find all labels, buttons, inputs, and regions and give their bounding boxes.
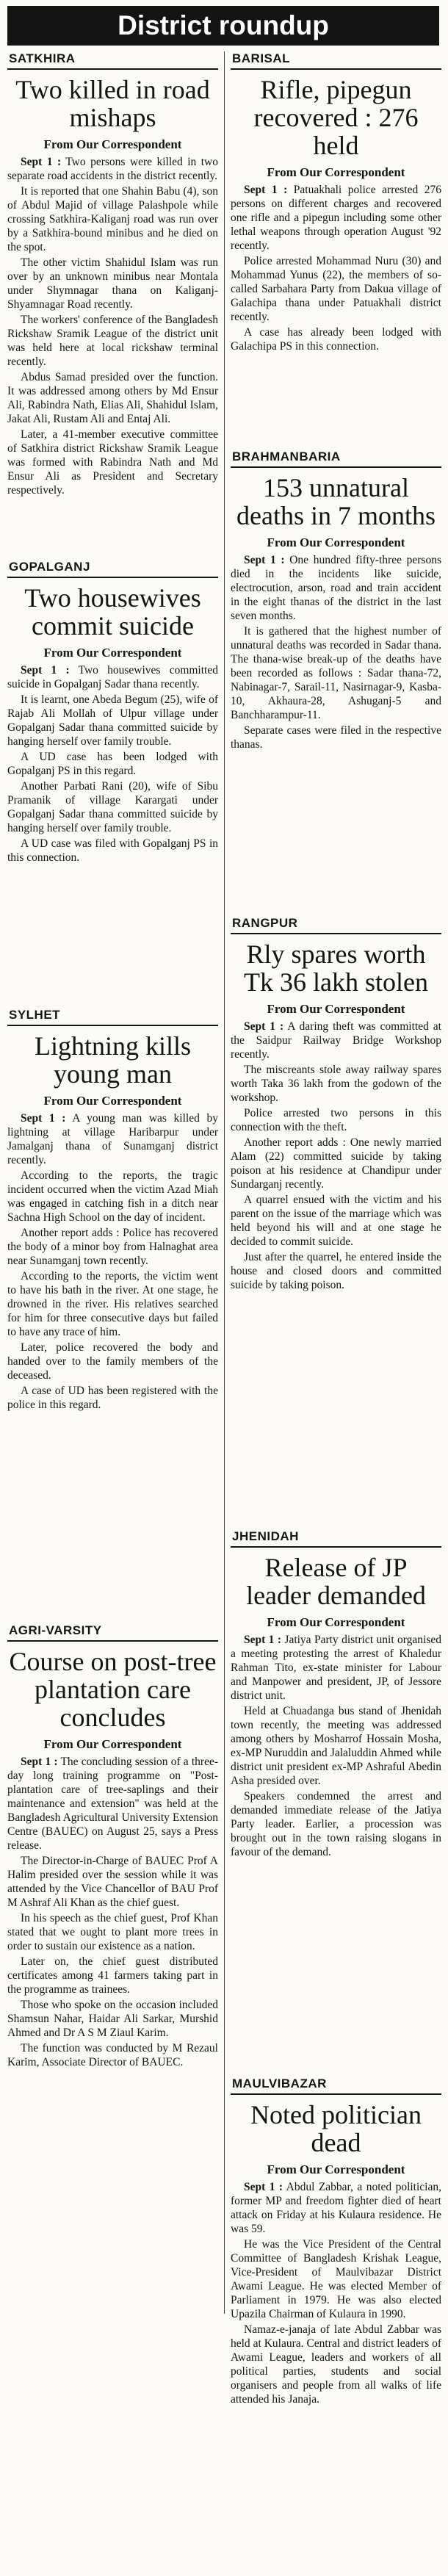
- story-body: [7, 663, 218, 865]
- story-dateline: Sept 1 :: [244, 1020, 284, 1033]
- story-body: [231, 553, 441, 751]
- story-body: [231, 183, 441, 353]
- paragraph-text: Another report adds : Police has recovered the body of a minor boy from Halnaghat area near Sunamganj town recently.: [7, 1227, 218, 1267]
- story-byline: From Our Correspondent: [267, 1615, 405, 1629]
- story-satkhira: [7, 51, 218, 560]
- story-slug: RANGPUR: [231, 916, 441, 934]
- paragraph-text: Separate cases were filed in the respective thanas.: [231, 724, 441, 751]
- left-column: [7, 51, 218, 2255]
- right-column: [231, 51, 441, 2576]
- story-paragraph: [7, 313, 218, 369]
- paragraph-text: Two housewives committed suicide in Gopalganj Sadar thana recently.: [7, 664, 218, 690]
- paragraph-text: It is gathered that the highest number of unnatural deaths was recorded in Sadar thana. The thana-wise break-up of the deaths have been recorded as follows : Sadar thana-72, Nabinagar-7, Sarail-11, Nasirnagar-9, Kasba-10, Akhaura-28, Ashuganj-5 and Banchharampur-11.: [231, 625, 441, 721]
- story-slug: MAULVIBAZAR: [231, 2077, 441, 2095]
- story-paragraph: [7, 1384, 218, 1412]
- paragraph-text: One hundred fifty-three persons died in the incidents like suicide, electrocution, arson, road and train accident in the eight thanas of the district in the last seven months.: [231, 554, 441, 622]
- story-paragraph: [7, 1341, 218, 1382]
- paragraph-text: It is learnt, one Abeda Begum (25), wife of Rajab Ali Mollah of Ulpur village under Gopalganj Sadar thana committed suicide by hanging herself over family trouble.: [7, 693, 218, 748]
- story-paragraph: [231, 2180, 441, 2236]
- story-paragraph: [231, 553, 441, 623]
- paragraph-text: According to the reports, the tragic incident occurred when the victim Azad Miah was engaged in catching fish in a ditch near Sachna High School on the day of incident.: [7, 1169, 218, 1224]
- story-body: [231, 2180, 441, 2406]
- story-byline: From Our Correspondent: [43, 137, 182, 151]
- story-jhenidah: [231, 1529, 441, 2077]
- story-byline: From Our Correspondent: [267, 1002, 405, 1016]
- story-paragraph: [231, 1136, 441, 1191]
- story-paragraph: [231, 1020, 441, 1061]
- story-paragraph: [7, 1998, 218, 2040]
- story-slug: AGRI-VARSITY: [7, 1623, 218, 1642]
- story-dateline: Sept 1 :: [244, 2181, 283, 2193]
- story-dateline: Sept 1 :: [21, 156, 62, 168]
- story-headline: Two killed in road mishaps: [15, 75, 210, 132]
- story-brahmanbaria: [231, 450, 441, 916]
- story-body: [231, 1020, 441, 1292]
- story-paragraph: [7, 256, 218, 311]
- story-paragraph: [7, 750, 218, 778]
- story-paragraph: [7, 1911, 218, 1953]
- story-byline: From Our Correspondent: [267, 2162, 405, 2176]
- story-paragraph: [7, 779, 218, 835]
- story-byline: From Our Correspondent: [267, 535, 405, 549]
- story-slug: JHENIDAH: [231, 1529, 441, 1548]
- paragraph-text: Just after the quarrel, he entered inside the house and closed doors and committed suicide by taking poison.: [231, 1251, 441, 1291]
- story-paragraph: [7, 155, 218, 183]
- paragraph-text: Those who spoke on the occasion included Shamsun Nahar, Haidar Ali Sarkar, Murshid Ahmed and Dr A S M Ziaul Karim.: [7, 1999, 218, 2039]
- story-maulvibazar: [231, 2077, 441, 2576]
- paragraph-text: A UD case was filed with Gopalganj PS in this connection.: [7, 837, 218, 864]
- column-divider: [224, 51, 225, 2314]
- paragraph-text: A case of UD has been registered with the police in this regard.: [7, 1385, 218, 1411]
- story-headline: Rifle, pipegun recovered : 276 held: [253, 75, 419, 160]
- story-paragraph: [7, 1111, 218, 1167]
- paragraph-text: Another Parbati Rani (20), wife of Sibu Pramanik of village Karargati under Gopalganj Sadar thana committed suicide by hanging herself over family trouble.: [7, 780, 218, 834]
- story-paragraph: [7, 2041, 218, 2069]
- story-headline: Two housewives commit suicide: [24, 583, 201, 641]
- story-paragraph: [231, 1704, 441, 1788]
- paragraph-text: Abdul Zabbar, a noted politician, former MP and freedom fighter died of heart attack on Friday at his Kulaura residence. He was 59.: [231, 2181, 441, 2235]
- story-paragraph: [7, 184, 218, 254]
- paragraph-text: The other victim Shahidul Islam was run over by an unknown minibus near Montala under Shymnagar thana on Kaliganj-Shyamnagar Road recently.: [7, 256, 218, 311]
- story-paragraph: [231, 2323, 441, 2406]
- paragraph-text: Police arrested Mohammad Nuru (30) and Mohammad Yunus (22), the members of so-called Sarbahara Party from Dakua village of Galachipa thana under Patuakhali district recently.: [231, 255, 441, 323]
- story-slug: BARISAL: [231, 51, 441, 70]
- paragraph-text: The concluding session of a three-day long training programme on "Post-plantation care of tree-saplings and their maintenance and extension" was held at the Bangladesh Agricultural University Extension Centre (BAUEC) on August 25, says a Press release.: [7, 1756, 218, 1852]
- paragraph-text: Jatiya Party district unit organised a meeting protesting the arrest of Khaledur Rahman Tito, ex-state minister for Labour and Manpower and president, JP, of Jessore district unit.: [231, 1634, 441, 1702]
- story-body: [231, 1633, 441, 1859]
- paragraph-text: A daring theft was committed at the Saidpur Railway Bridge Workshop recently.: [231, 1020, 441, 1061]
- story-slug: BRAHMANBARIA: [231, 450, 441, 468]
- paragraph-text: The workers' conference of the Bangladesh Rickshaw Sramik League of the district unit was held here at local rickshaw terminal recently.: [7, 314, 218, 368]
- story-paragraph: [231, 1250, 441, 1292]
- story-paragraph: [231, 1789, 441, 1859]
- story-paragraph: [7, 837, 218, 865]
- paragraph-text: According to the reports, the victim went to have his bath in the river. At one stage, he drowned in the river. His relatives searched for him for three consecutive days but failed to have any trace of him.: [7, 1270, 218, 1338]
- story-paragraph: [7, 663, 218, 691]
- story-paragraph: [231, 325, 441, 353]
- paragraph-text: In his speech as the chief guest, Prof Khan stated that we ought to plant more trees in order to sustain our existence as a nation.: [7, 1912, 218, 1952]
- story-byline: From Our Correspondent: [267, 165, 405, 179]
- paragraph-text: He was the Vice President of the Central Committee of Bangladesh Krishak League, Vice-President of Maulvibazar District Awami League. He was elected Member of Parliament in 1979. He was also elected Upazila Chairman of Kulaura in 1990.: [231, 2238, 441, 2320]
- story-rangpur: [231, 916, 441, 1529]
- story-sylhet: [7, 1008, 218, 1623]
- story-body: [7, 1111, 218, 1412]
- story-body: [7, 1755, 218, 2069]
- story-body: [7, 155, 218, 497]
- story-slug: GOPALGANJ: [7, 560, 218, 578]
- story-dateline: Sept 1 :: [244, 184, 288, 196]
- paragraph-text: Namaz-e-janaja of late Abdul Zabbar was held at Kulaura. Central and district leaders of Awami League, leaders and workers of all political parties, students and social organisers and people from all walks of life attended his Janaja.: [231, 2323, 441, 2406]
- story-dateline: Sept 1 :: [244, 554, 285, 566]
- story-paragraph: [7, 427, 218, 497]
- story-agri-varsity: [7, 1623, 218, 2255]
- story-slug: SYLHET: [7, 1008, 218, 1026]
- story-paragraph: [7, 1169, 218, 1224]
- story-paragraph: [7, 1955, 218, 1996]
- story-byline: From Our Correspondent: [43, 1094, 182, 1108]
- paragraph-text: Another report adds : One newly married Alam (22) committed suicide by taking poison at his residence at Chandipur under Sundarganj recently.: [231, 1136, 441, 1191]
- paragraph-text: Speakers condemned the arrest and demanded immediate release of the Jatiya Party leader. Earlier, a procession was brought out in the town raising slogans in favour of the demand.: [231, 1790, 441, 1858]
- story-paragraph: [231, 1063, 441, 1105]
- story-paragraph: [7, 1269, 218, 1339]
- paragraph-text: The function was conducted by M Rezaul Karim, Associate Director of BAUEC.: [7, 2042, 218, 2068]
- paragraph-text: Police arrested two persons in this connection with the theft.: [231, 1107, 441, 1133]
- paragraph-text: Later on, the chief guest distributed certificates among 41 farmers taking part in the programme as trainees.: [7, 1955, 218, 1996]
- story-headline: Course on post-tree plantation care concludes: [9, 1647, 217, 1732]
- story-headline: Rly spares worth Tk 36 lakh stolen: [244, 939, 428, 997]
- story-barisal: [231, 51, 441, 450]
- paragraph-text: Two persons were killed in two separate road accidents in the district recently.: [7, 156, 218, 182]
- paragraph-text: Held at Chuadanga bus stand of Jhenidah town recently, the meeting was addressed among others by Mosharrof Hossain Mosha, ex-MP Nuruddin and Jalaluddin Ahmed while district unit president ex-MP Ashraful Abedin Asha presided over.: [231, 1705, 441, 1787]
- story-paragraph: [7, 370, 218, 426]
- story-paragraph: [7, 1226, 218, 1268]
- story-headline: Release of JP leader demanded: [246, 1553, 426, 1610]
- paragraph-text: A UD case has been lodged with Gopalganj PS in this regard.: [7, 751, 218, 777]
- story-headline: Noted politician dead: [250, 2100, 422, 2157]
- paragraph-text: Later, police recovered the body and handed over to the family members of the deceased.: [7, 1341, 218, 1382]
- story-dateline: Sept 1 :: [244, 1634, 281, 1646]
- story-headline: 153 unnatural deaths in 7 months: [236, 473, 436, 530]
- story-paragraph: [231, 1106, 441, 1134]
- story-headline: Lightning kills young man: [34, 1031, 191, 1089]
- story-paragraph: [7, 693, 218, 748]
- story-dateline: Sept 1 :: [21, 664, 70, 677]
- story-gopalganj: [7, 560, 218, 1008]
- story-paragraph: [231, 724, 441, 751]
- story-paragraph: [231, 254, 441, 324]
- story-paragraph: [231, 1193, 441, 1249]
- story-byline: From Our Correspondent: [43, 646, 182, 660]
- story-paragraph: [7, 1854, 218, 1910]
- story-dateline: Sept 1 :: [21, 1112, 66, 1125]
- story-byline: From Our Correspondent: [43, 1737, 182, 1751]
- section-banner: District roundup: [7, 6, 439, 46]
- paragraph-text: A case has already been lodged with Galachipa PS in this connection.: [231, 326, 441, 353]
- story-paragraph: [231, 1633, 441, 1703]
- story-dateline: Sept 1 :: [21, 1756, 58, 1768]
- story-paragraph: [231, 624, 441, 722]
- paragraph-text: The Director-in-Charge of BAUEC Prof A Halim presided over the session while it was attended by the Vice Chancellor of BAU Prof M Ashraf Ali Khan as the chief guest.: [7, 1855, 218, 1909]
- paragraph-text: Abdus Samad presided over the function. It was addressed among others by Md Ensur Ali, Rabindra Nath, Elias Ali, Shahidul Islam, Jakat Ali, Rustam Ali and Entaj Ali.: [7, 371, 218, 425]
- paragraph-text: A quarrel ensued with the victim and his parent on the issue of the marriage which was held beyond his will and at one stage he decided to commit suicide.: [231, 1194, 441, 1248]
- paragraph-text: Patuakhali police arrested 276 persons on different charges and recovered one rifle and a pipegun including some other lethal weapons through operation August '92 recently.: [231, 184, 441, 252]
- story-paragraph: [7, 1755, 218, 1852]
- story-paragraph: [231, 183, 441, 253]
- paragraph-text: The miscreants stole away railway spares worth Taka 36 lakh from the godown of the workshop.: [231, 1064, 441, 1104]
- story-paragraph: [231, 2237, 441, 2321]
- paragraph-text: A young man was killed by lightning at village Haribarpur under Jamalganj thana of Sunamganj district recently.: [7, 1112, 218, 1166]
- story-slug: SATKHIRA: [7, 51, 218, 70]
- paragraph-text: Later, a 41-member executive committee of Satkhira district Rickshaw Sramik League was formed with Rabindra Nath and Md Ensur Ali as President and Secretary respectively.: [7, 428, 218, 497]
- paragraph-text: It is reported that one Shahin Babu (4), son of Abdul Majid of village Palashpole while crossing Satkhira-Kaliganj road was run over by a Satkhira-bound minibus and he died on the spot.: [7, 185, 218, 253]
